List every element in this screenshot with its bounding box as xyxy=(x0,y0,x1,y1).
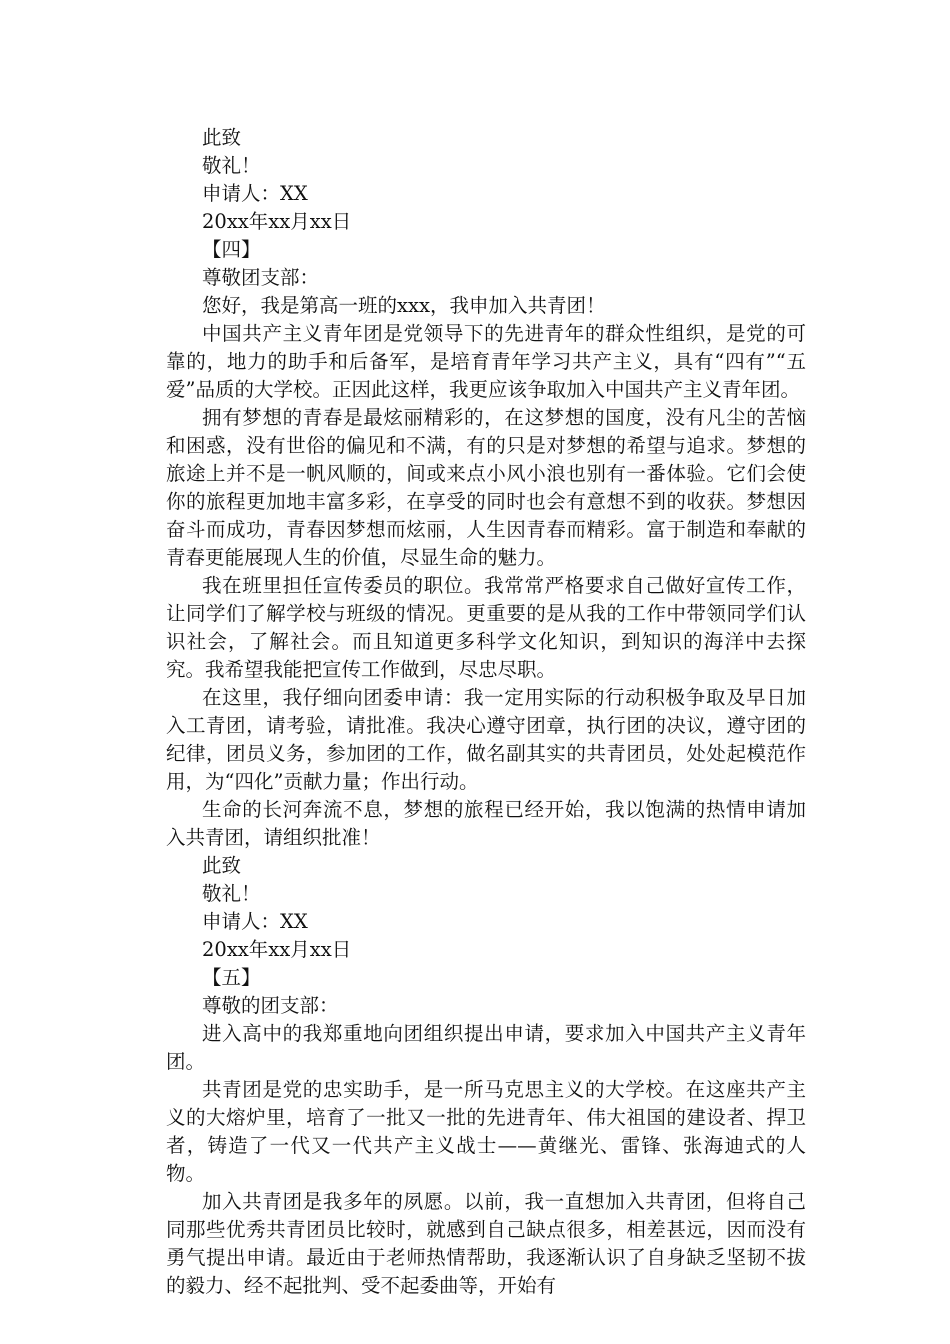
closing-respect: 敬礼！ xyxy=(202,154,261,177)
closing-applicant: 申请人：XX xyxy=(202,182,308,205)
paragraph: 共青团是党的忠实助手，是一所马克思主义的大学校。在这座共产主义的大熔炉里，培育了一批又一批的先进青年、伟大祖国的建设者、捍卫者，铸造了一代又一代共产主义战士——黄继光、雷锋、张海迪式的人物。 xyxy=(166,1078,806,1185)
closing-respect: 敬礼！ xyxy=(202,882,261,905)
greeting: 尊敬团支部： xyxy=(202,266,320,289)
paragraph: 在这里，我仔细向团委申请：我一定用实际的行动积极争取及早日加入工青团，请考验，请批准。我决心遵守团章，执行团的决议，遵守团的纪律，团员义务，参加团的工作，做名副其实的共青团员，处处起模范作用，为“四化”贡献力量；作出行动。 xyxy=(166,686,806,793)
paragraph: 我在班里担任宣传委员的职位。我常常严格要求自己做好宣传工作，让同学们了解学校与班级的情况。更重要的是从我的工作中带领同学们认识社会，了解社会。而且知道更多科学文化知识，到知识的海洋中去探究。我希望我能把宣传工作做到，尽忠尽职。 xyxy=(166,574,806,681)
closing-date: 20xx年xx月xx日 xyxy=(202,210,352,233)
intro-line: 您好，我是第高一班的xxx，我申加入共青团！ xyxy=(202,294,606,317)
paragraph: 进入高中的我郑重地向团组织提出申请，要求加入中国共产主义青年团。 xyxy=(166,1022,806,1073)
section-heading: 【四】 xyxy=(202,238,261,261)
paragraph: 生命的长河奔流不息，梦想的旅程已经开始，我以饱满的热情申请加入共青团，请组织批准！ xyxy=(166,798,806,849)
closing-salute: 此致 xyxy=(202,126,242,149)
greeting: 尊敬的团支部： xyxy=(202,994,339,1017)
paragraph: 中国共产主义青年团是党领导下的先进青年的群众性组织，是党的可靠的，地力的助手和后备军，是培育青年学习共产主义，具有“四有”“五爱”品质的大学校。正因此这样，我更应该争取加入中国共产主义青年团。 xyxy=(166,322,806,401)
paragraph: 加入共青团是我多年的夙愿。以前，我一直想加入共青团，但将自己同那些优秀共青团员比较时，就感到自己缺点很多，相差甚远，因而没有勇气提出申请。最近由于老师热情帮助，我逐渐认识了自身缺乏坚韧不拔的毅力、经不起批判、受不起委曲等，开始有 xyxy=(166,1190,806,1297)
document-body xyxy=(166,124,806,1300)
paragraph: 拥有梦想的青春是最炫丽精彩的，在这梦想的国度，没有凡尘的苦恼和困惑，没有世俗的偏见和不满，有的只是对梦想的希望与追求。梦想的旅途上并不是一帆风顺的，间或来点小风小浪也别有一番体验。它们会使你的旅程更加地丰富多彩，在享受的同时也会有意想不到的收获。梦想因奋斗而成功，青春因梦想而炫丽，人生因青春而精彩。富于制造和奉献的青春更能展现人生的价值，尽显生命的魅力。 xyxy=(166,406,806,569)
closing-applicant: 申请人：XX xyxy=(202,910,308,933)
closing-salute: 此致 xyxy=(202,854,242,877)
closing-date: 20xx年xx月xx日 xyxy=(202,938,352,961)
section-heading: 【五】 xyxy=(202,966,261,989)
